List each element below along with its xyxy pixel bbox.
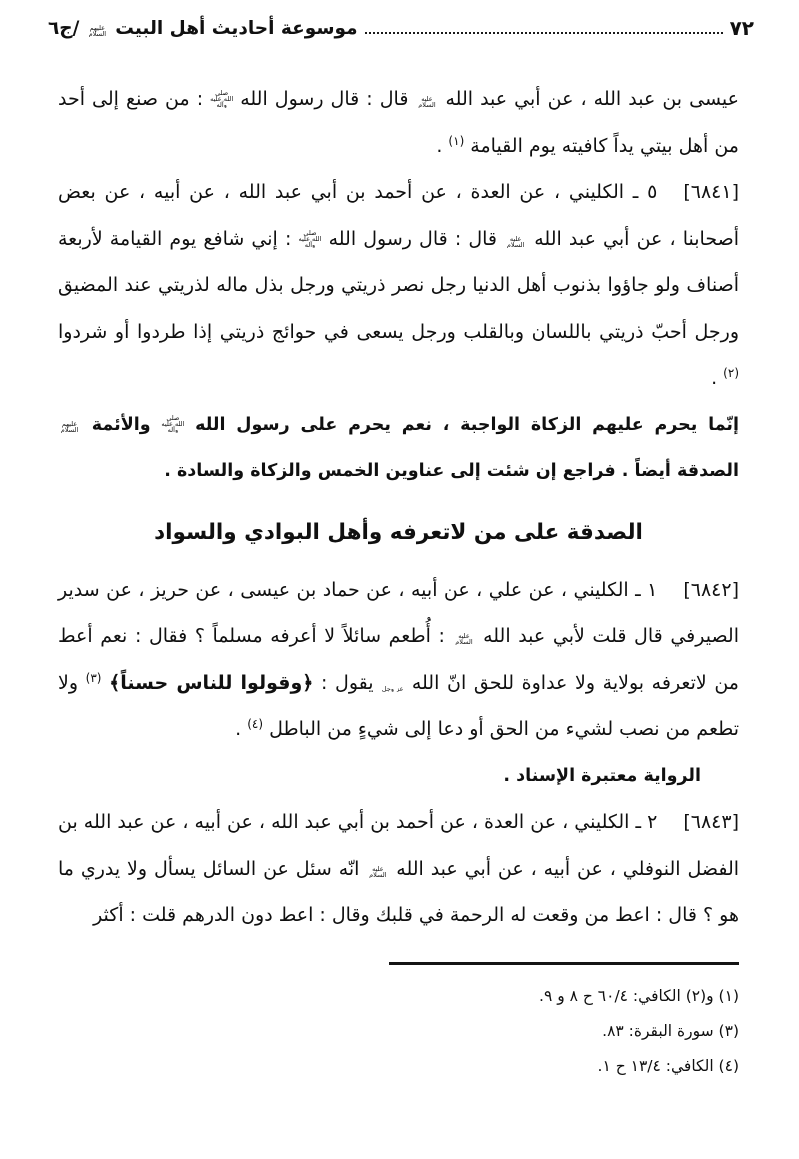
quran-verse: ﴿وقولوا للناس حسناً﴾ (109, 671, 314, 694)
text-run: ٢ ـ الكليني ، عن العدة ، عن أحمد بن أبي عبد الله ، عن أبيه ، عن عبد الله بن الفضل النوفلي ، عن أبيه ، عن أبي عبد الله (58, 811, 740, 880)
honorific-as-stamp: عليه السلام (506, 235, 525, 248)
honorific-asm-stamp: عليهم السلام (60, 420, 79, 433)
text-run: الصدقة أيضاً . فراجع إن شئت إلى عناوين الخمس والزكاة والسادة . (164, 461, 739, 481)
text-run: /ج٦ (48, 17, 86, 39)
text-run: : من صنع إلى أحد من أهل بيتي يداً كافيته يوم القيامة (58, 88, 739, 157)
footnote: (٣) سورة البقرة: ٨٣. (602, 1021, 739, 1040)
honorific-as-stamp: عليه السلام (455, 633, 473, 645)
footnote-ref: (٤) (247, 717, 264, 731)
hadith-6843 (58, 799, 739, 939)
text-run: عيسى بن عبد الله ، عن أبي عبد الله (438, 88, 739, 110)
isnad-grading-note (58, 753, 739, 800)
text-run (101, 672, 109, 694)
footnote-separator (389, 962, 739, 965)
hadith-number: [٦٨٤٢] (683, 578, 739, 601)
text-run: قال : قال رسول الله (233, 88, 416, 110)
text-run: الرواية معتبرة الإسناد . (503, 765, 701, 786)
footnote-list (58, 979, 739, 1084)
running-header (48, 16, 754, 40)
honorific-saw-stamp: صلى الله عليه وآله (298, 229, 322, 248)
text-run: : أُطعم سائلاً لا أعرفه مسلماً ؟ فقال : نعم أعط من لاتعرفه بولاية ولا عداوة للحق انّ الله (58, 625, 739, 694)
text-run: قال : قال رسول الله (321, 227, 505, 250)
footnote-ref: (٢) (723, 366, 739, 380)
text-run: : إني شافع يوم القيامة لأربعة أصناف ولو جاؤوا بذنوب أهل الدنيا رجل نصر ذريتي ورجل بذل ماله لذريتي عند المضيق ورجل أحبّ ذريتي باللسان وبالقلب ورجل يسعى في حوائج ذريتي إذا طردوا أو شردوا (58, 227, 739, 343)
text-run: والأئمة (81, 414, 162, 435)
honorific-asm-stamp: عليهم السلام (88, 24, 107, 37)
text-run: الصدقة على من لاتعرفه وأهل البوادي والسواد (154, 519, 643, 545)
text-run: . (436, 134, 449, 157)
dotted-leader (365, 32, 723, 34)
text-run: ولا تطعم من نصب لشيء من الحق أو دعا إلى شيءٍ من الباطل (58, 671, 739, 740)
text-run: ٥ ـ الكليني ، عن العدة ، عن أحمد بن أبي عبد الله ، عن أبيه ، عن بعض أصحابنا ، عن أبي عبد الله (58, 181, 739, 250)
paragraph-continuation (58, 76, 739, 169)
hadith-number: [٦٨٤٣] (683, 811, 739, 833)
footnote: (٤) الكافي: ١٣/٤ ح ١. (597, 1056, 739, 1075)
footnote: (١) و(٢) الكافي: ٦٠/٤ ح ٨ و ٩. (539, 986, 739, 1005)
text-run: إنّما يحرم عليهم الزكاة الواجبة ، نعم يحرم على رسول الله (184, 414, 739, 435)
hadith-6841 (58, 169, 739, 402)
hadith-number: [٦٨٤١] (683, 181, 739, 203)
page-number: ٧٢ (729, 16, 754, 40)
page-body (58, 76, 739, 939)
honorific-saw-stamp: صلى الله عليه وآله (210, 90, 234, 108)
honorific-az-stamp: عز وجل (381, 685, 404, 692)
footnote-ref: (١) (448, 133, 465, 148)
text-run: ١ ـ الكليني ، عن علي ، عن أبيه ، عن حماد بن عيسى ، عن حريز ، عن سدير الصيرفي قال قلت لأبي عبد الله (58, 578, 739, 647)
honorific-saw-stamp: صلى الله عليه وآله (161, 414, 185, 433)
text-run: انّه سئل عن السائل يسأل ولا يدري ما هو ؟ قال : اعط من وقعت له الرحمة في قلبك وقال : اعط دون الدرهم قلت : أكثر (58, 857, 739, 926)
editor-commentary (58, 402, 739, 495)
honorific-as-stamp: عليه السلام (369, 865, 387, 878)
hadith-6842 (58, 567, 739, 753)
text-run: يقول : (313, 671, 382, 694)
footnote-ref: (٣) (85, 670, 102, 685)
honorific-as-stamp: عليه السلام (418, 96, 436, 108)
book-title (48, 18, 358, 39)
section-heading (58, 508, 739, 558)
text-run: . (711, 367, 724, 389)
text-run: موسوعة أحاديث أهل البيت (108, 17, 358, 39)
footnotes-section (58, 962, 739, 1084)
text-run: . (235, 718, 248, 740)
